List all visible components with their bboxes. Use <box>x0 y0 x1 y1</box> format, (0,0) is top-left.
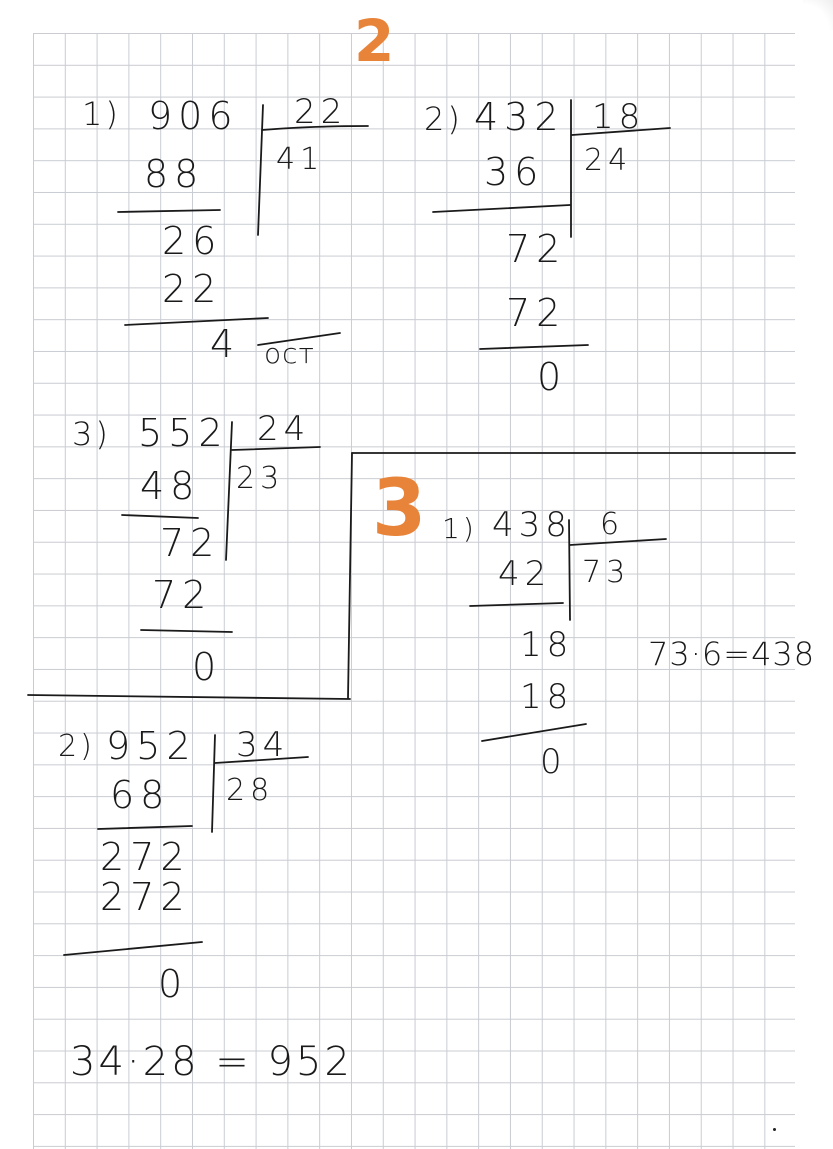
partial-remainder: 26 <box>162 219 223 263</box>
remainder: 0 <box>537 355 568 399</box>
subtrahend: 36 <box>484 150 545 194</box>
dividend: 438 <box>492 505 572 545</box>
problem-number: 2) <box>58 729 95 764</box>
partial-remainder: 18 <box>520 625 574 665</box>
section-marker-2: 2 <box>354 7 395 75</box>
partial-remainder: 72 <box>506 227 567 271</box>
dividend: 432 <box>474 95 565 139</box>
subtrahend: 88 <box>144 152 205 196</box>
section-border <box>348 453 352 698</box>
remainder: 0 <box>192 645 223 689</box>
quotient: 41 <box>276 142 325 177</box>
quotient: 28 <box>226 773 275 808</box>
subtrahend: 18 <box>520 677 574 717</box>
division-bracket <box>258 105 263 235</box>
divisor: 34 <box>236 725 290 765</box>
underline <box>433 205 570 212</box>
section-border <box>28 695 350 699</box>
subtrahend: 42 <box>498 554 552 594</box>
underline <box>470 603 563 606</box>
remainder: 4 <box>210 322 241 366</box>
subtrahend: 272 <box>100 875 191 919</box>
section-marker-3: 3 <box>372 464 427 554</box>
problem-number: 3) <box>72 415 111 453</box>
subtrahend: 68 <box>110 773 171 817</box>
subtrahend: 48 <box>140 464 201 508</box>
subtrahend: 72 <box>152 573 213 617</box>
underline <box>122 515 198 518</box>
remainder: 0 <box>158 962 189 1006</box>
remainder-label: ост <box>264 337 315 370</box>
underline <box>125 318 268 325</box>
underline <box>141 630 232 632</box>
problem-number: 1) <box>442 512 477 545</box>
divisor: 24 <box>257 409 311 449</box>
quotient: 23 <box>236 461 285 496</box>
underline <box>482 724 586 741</box>
partial-remainder: 272 <box>100 835 191 879</box>
divisor: 22 <box>294 92 348 132</box>
remainder: 0 <box>540 742 567 782</box>
dividend: 906 <box>148 94 239 138</box>
check-equation: 73·6=438 <box>648 635 816 673</box>
subtrahend: 72 <box>506 291 567 335</box>
problem-number: 1) <box>82 95 121 133</box>
divisor: 6 <box>600 507 625 542</box>
underline <box>98 826 192 829</box>
underline <box>118 210 220 212</box>
subtrahend: 22 <box>162 267 223 311</box>
underline <box>64 942 202 955</box>
check-equation: 34·28 = 952 <box>70 1039 353 1085</box>
quotient: 73 <box>582 555 631 590</box>
dividend: 952 <box>106 724 197 768</box>
problem-number: 2) <box>424 100 463 138</box>
dividend: 552 <box>138 411 229 455</box>
division-bracket <box>212 735 215 832</box>
underline <box>480 345 588 349</box>
quotient: 24 <box>584 143 633 178</box>
partial-remainder: 72 <box>160 521 221 565</box>
pen-dot <box>773 1128 776 1131</box>
divisor: 18 <box>592 97 646 137</box>
